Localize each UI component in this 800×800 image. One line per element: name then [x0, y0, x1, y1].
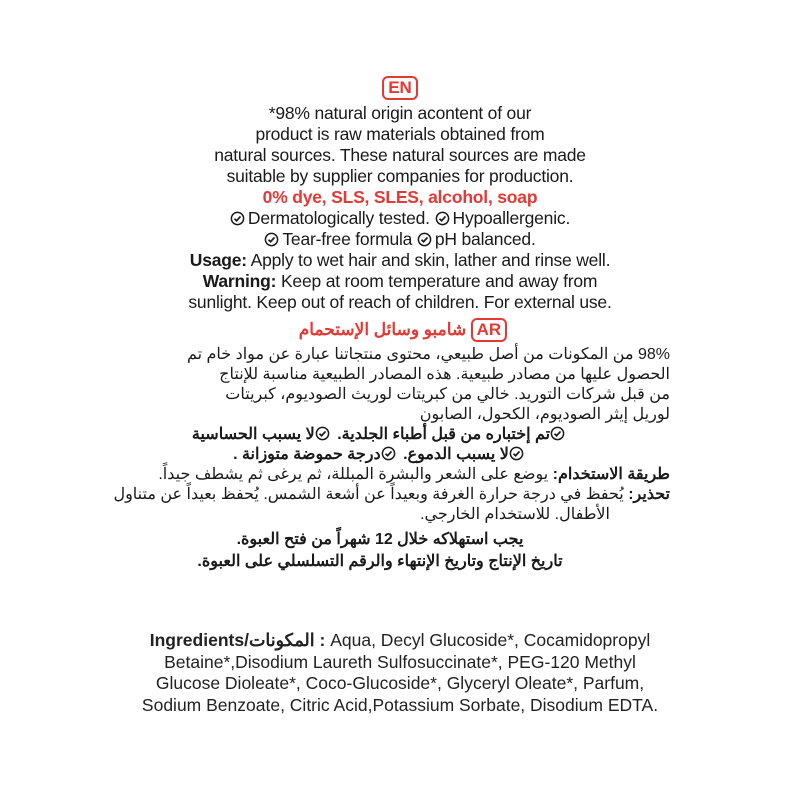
ar-title: شامبو وسائل الإستحمام: [298, 320, 467, 339]
ingredients-label: Ingredients/المكونات :: [149, 630, 326, 650]
ar-expiry-1: يجب استهلاكه خلال 12 شهراً من فتح العبوة.: [236, 531, 524, 548]
en-claims-row-2: [100, 229, 700, 250]
check-circle-icon: [230, 211, 245, 226]
ar-intro-line: الحصول عليها من مصادر طبيعية. هذه المصادر الطبيعية مناسبة للإنتاج: [219, 366, 670, 383]
ar-title-wrap: [0, 318, 800, 342]
en-badge: EN: [382, 76, 418, 100]
arabic-section: [90, 345, 670, 572]
ar-usage: [90, 465, 670, 485]
en-free-from: 0% dye, SLS, SLES, alcohol, soap: [262, 187, 538, 207]
ar-usage-text: يوضع على الشعر والبشرة المبللة، ثم يرغى ثم يشطف جيداً.: [158, 466, 553, 483]
ar-claim: لا يسبب الدموع.: [403, 446, 509, 463]
en-intro-line: product is raw materials obtained from: [255, 124, 545, 144]
en-warning: [100, 271, 700, 292]
ar-warning-text: يُحفظ في درجة حرارة الغرفة وبعيداً عن أشعة الشمس. يُحفظ بعيداً عن متناول: [113, 486, 629, 503]
ingredients-section: [100, 630, 700, 716]
ar-warning-cont: الأطفال. للاستخدام الخارجي.: [420, 506, 610, 523]
en-warning-text: Keep at room temperature and away from: [276, 271, 598, 291]
check-circle-icon: [550, 426, 565, 441]
en-warning-cont: sunlight. Keep out of reach of children. For external use.: [188, 292, 612, 312]
ingredients-line: Glucose Dioleate*, Coco-Glucoside*, Glyceryl Oleate*, Parfum,: [155, 673, 645, 693]
ar-badge: AR: [471, 318, 508, 342]
ar-intro-line: لوريل إيثر الصوديوم، الكحول، الصابون: [419, 406, 670, 423]
ar-claims-row-1: [90, 425, 670, 445]
check-circle-icon: [381, 446, 396, 461]
ar-usage-label: طريقة الاستخدام:: [552, 466, 670, 483]
en-warning-label: Warning:: [202, 271, 277, 291]
ar-claim: تم إختباره من قبل أطباء الجلدية.: [337, 426, 551, 443]
ar-claims-row-2: [90, 445, 670, 465]
ar-claim: درجة حموضة متوزانة .: [233, 446, 381, 463]
en-claim: Hypoallergenic.: [452, 208, 571, 228]
en-usage: [100, 250, 700, 271]
en-claim: pH balanced.: [434, 229, 536, 249]
ar-warning: [90, 485, 670, 505]
check-circle-icon: [435, 211, 450, 226]
english-section: [100, 103, 700, 313]
check-circle-icon: [264, 232, 279, 247]
ar-intro-line: 98% من المكونات من أصل طبيعي، محتوى منتجاتنا عبارة عن مواد خام تم: [186, 346, 670, 363]
ingredients-line: [100, 630, 700, 652]
check-circle-icon: [509, 446, 524, 461]
en-badge-wrap: [0, 76, 800, 100]
en-usage-text: Apply to wet hair and skin, lather and rinse well.: [246, 250, 611, 270]
en-intro-line: natural sources. These natural sources are made: [214, 145, 586, 165]
ar-claim: لا يسبب الحساسية: [191, 426, 315, 443]
en-claims-row-1: [100, 208, 700, 229]
ar-intro-line: من قبل شركات التوريد. خالي من كبريتات لوريث الصوديوم، كبريتات: [225, 386, 670, 403]
en-claim: Dermatologically tested.: [247, 208, 430, 228]
ingredients-line: Betaine*,Disodium Laureth Sulfosuccinate*, PEG-120 Methyl: [164, 651, 636, 672]
en-intro-line: *98% natural origin acontent of our: [268, 103, 532, 123]
ar-expiry-2: تاريخ الإنتاج وتاريخ الإنتهاء والرقم التسلسلي على العبوة.: [197, 553, 563, 570]
ingredients-line: Sodium Benzoate, Citric Acid,Potassium Sorbate, Disodium EDTA.: [141, 694, 659, 715]
ar-warning-label: تحذير:: [628, 486, 670, 503]
ingredients-text: Aqua, Decyl Glucoside*, Cocamidopropyl: [325, 630, 651, 650]
en-usage-label: Usage:: [189, 250, 247, 270]
check-circle-icon: [417, 232, 432, 247]
check-circle-icon: [315, 426, 330, 441]
en-claim: Tear-free formula: [282, 229, 413, 249]
en-intro-line: suitable by supplier companies for production.: [226, 166, 574, 186]
